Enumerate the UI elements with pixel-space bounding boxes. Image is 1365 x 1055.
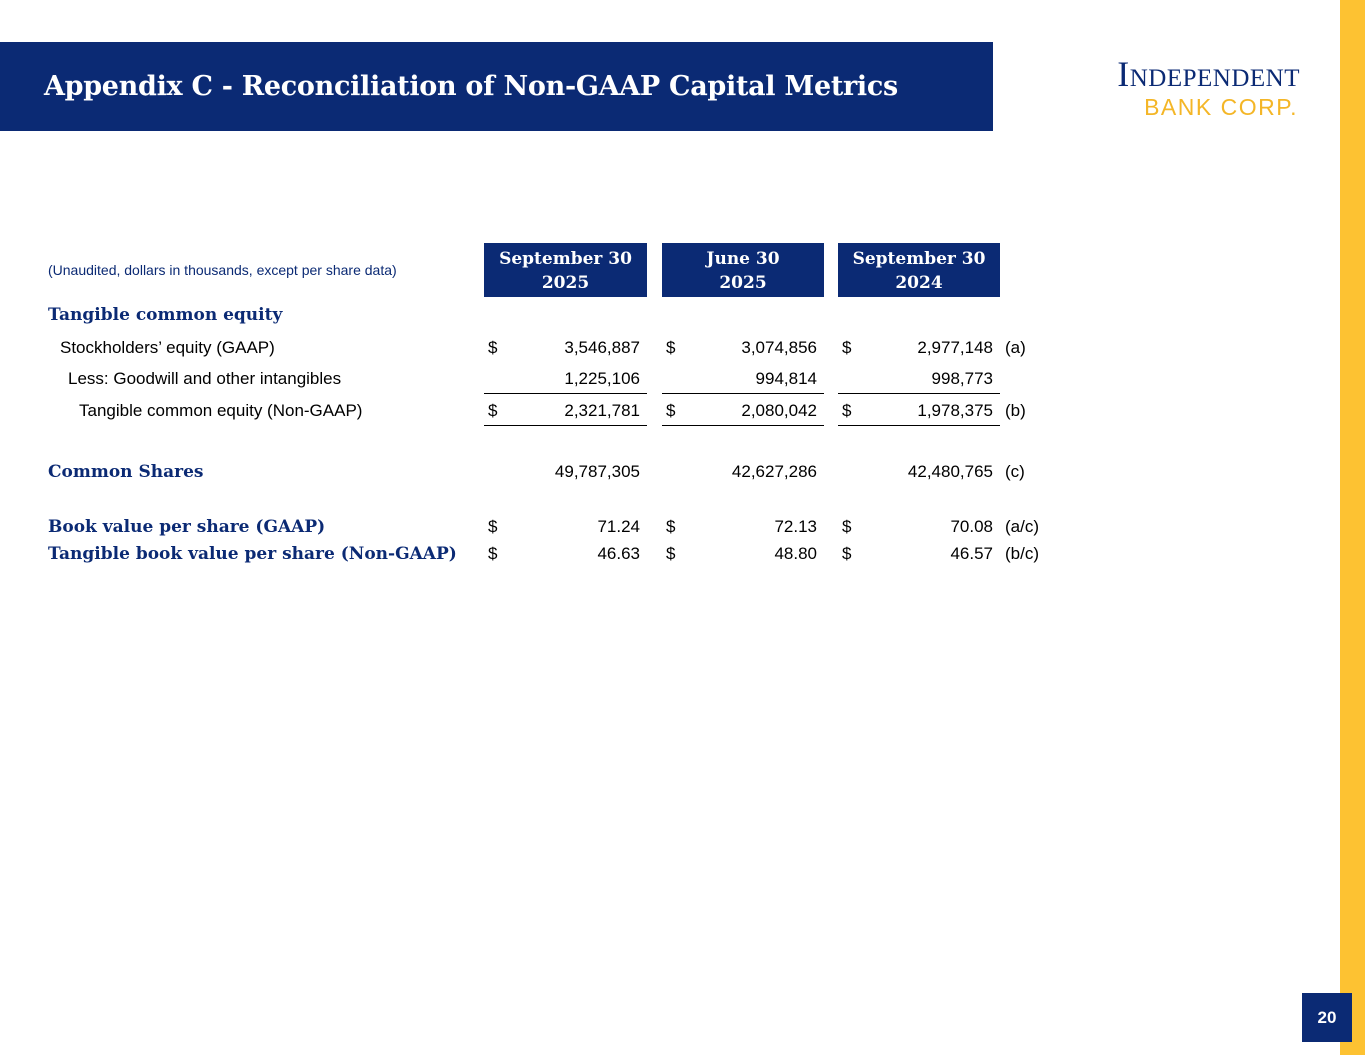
table-cell: 1,978,375: [917, 401, 993, 420]
row-label-goodwill: Less: Goodwill and other intangibles: [68, 369, 342, 388]
currency-symbol: $: [842, 544, 852, 563]
column-header-line1: September 30: [852, 249, 986, 269]
row-note: (b/c): [1005, 544, 1039, 563]
section-tangible-common-equity: Tangible common equity: [48, 305, 283, 325]
table-caption: (Unaudited, dollars in thousands, except per share data): [48, 262, 397, 278]
logo-subtitle: BANK CORP.: [1144, 94, 1298, 120]
table-cell: 2,977,148: [917, 338, 993, 357]
table-cell: 994,814: [755, 369, 817, 388]
row-label-stockholders-equity: Stockholders’ equity (GAAP): [60, 338, 275, 357]
currency-symbol: $: [842, 338, 852, 357]
column-header-line2: 2025: [719, 273, 767, 293]
row-note: (b): [1005, 401, 1026, 420]
page-number: 20: [1302, 993, 1352, 1042]
table-cell: 3,546,887: [564, 338, 640, 357]
column-header-line1: September 30: [499, 249, 632, 269]
subtotal-rule: [838, 393, 1000, 394]
currency-symbol: $: [488, 338, 498, 357]
total-rule: [662, 425, 824, 426]
row-note: (c): [1005, 462, 1025, 481]
column-header-jun-2025: [662, 243, 824, 297]
total-rule: [838, 425, 1000, 426]
currency-symbol: $: [666, 338, 676, 357]
currency-symbol: $: [666, 401, 676, 420]
row-note: (a/c): [1005, 517, 1039, 536]
column-header-line2: 2025: [541, 273, 590, 293]
section-book-value: Book value per share (GAAP): [48, 517, 326, 537]
currency-symbol: $: [488, 517, 498, 536]
currency-symbol: $: [666, 517, 676, 536]
section-tangible-book-value: Tangible book value per share (Non-GAAP): [48, 544, 457, 564]
table-cell: 42,480,765: [907, 462, 993, 481]
table-cell: 46.57: [950, 544, 993, 563]
column-header-sep-2024: [838, 243, 1000, 297]
currency-symbol: $: [842, 401, 852, 420]
currency-symbol: $: [842, 517, 852, 536]
page-title: Appendix C - Reconciliation of Non-GAAP Capital Metrics: [44, 71, 898, 102]
table-cell: 72.13: [774, 517, 817, 536]
total-rule: [484, 425, 647, 426]
table-cell: 1,225,106: [564, 369, 640, 388]
table-cell: 48.80: [774, 544, 817, 563]
company-logo: [1030, 55, 1300, 121]
currency-symbol: $: [488, 401, 498, 420]
column-header-line1: June 30: [706, 249, 780, 269]
row-label-tangible-equity: Tangible common equity (Non-GAAP): [79, 401, 363, 420]
table-cell: 2,321,781: [564, 401, 640, 420]
subtotal-rule: [662, 393, 824, 394]
table-cell: 46.63: [597, 544, 640, 563]
table-cell: 70.08: [950, 517, 993, 536]
table-cell: 71.24: [597, 517, 640, 536]
logo-name: Independent: [1117, 54, 1300, 94]
table-cell: 3,074,856: [741, 338, 817, 357]
table-cell: 42,627,286: [731, 462, 817, 481]
currency-symbol: $: [666, 544, 676, 563]
title-bar: [0, 42, 993, 131]
subtotal-rule: [484, 393, 647, 394]
column-header-sep-2025: [484, 243, 647, 297]
column-header-line2: 2024: [895, 273, 943, 293]
row-note: (a): [1005, 338, 1026, 357]
table-cell: 998,773: [931, 369, 993, 388]
section-common-shares: Common Shares: [48, 462, 204, 482]
side-accent-stripe: [1340, 0, 1365, 1055]
currency-symbol: $: [488, 544, 498, 563]
table-cell: 49,787,305: [554, 462, 640, 481]
table-cell: 2,080,042: [741, 401, 817, 420]
